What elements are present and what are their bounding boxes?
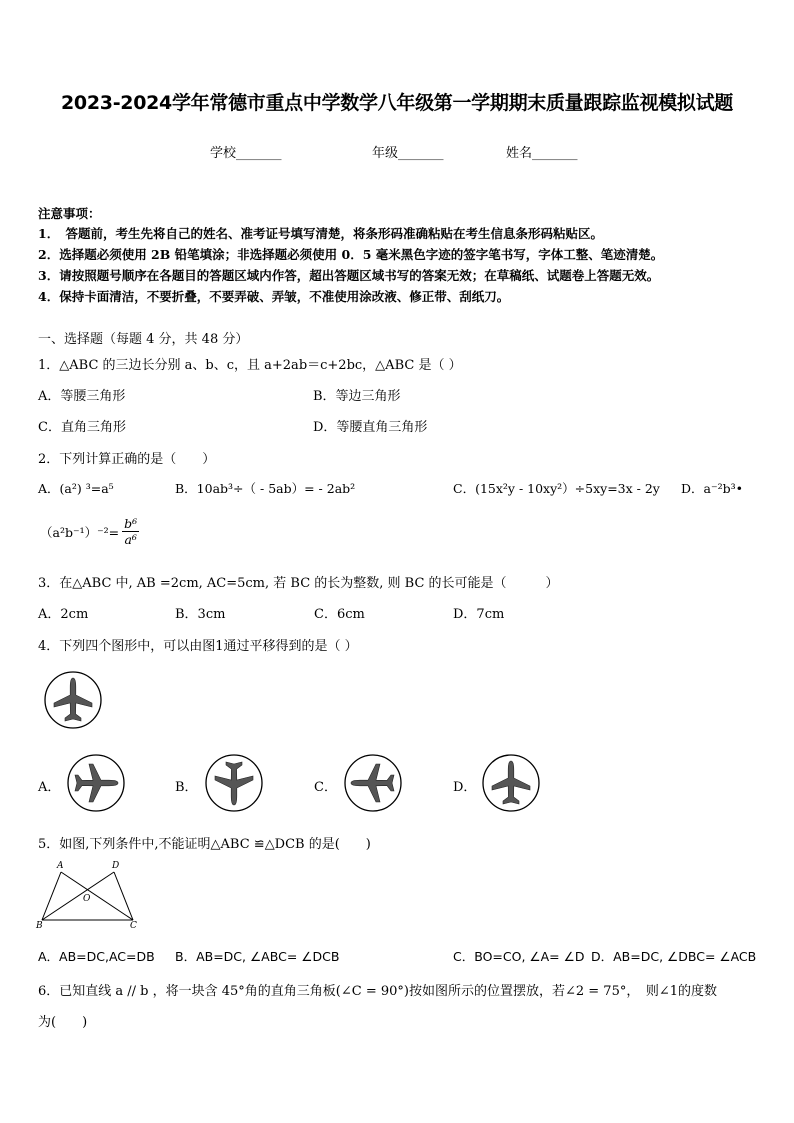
notice-item: 2．选择题必须使用 2B 铅笔填涂；非选择题必须使用 0．5 毫米黑色字迹的签字笔书写，字体工整、笔迹清楚。 [38, 247, 664, 262]
question-4-option-a[interactable]: A． [38, 780, 61, 795]
name-field: 姓名_______ [506, 146, 578, 161]
question-4-option-b[interactable]: B． [175, 780, 198, 795]
question-3-option-a: A．2cm [38, 607, 89, 622]
school-field: 学校_______ [210, 146, 282, 161]
question-5-option-d: D．AB=DC, ∠DBC= ∠ACB [591, 949, 757, 964]
question-1-stem: 1．△ABC 的三边长分别 a、b、c，且 a+2ab＝c+2bc，△ABC 是（ ） [38, 358, 462, 373]
question-5-option-c: C．BO=CO, ∠A= ∠D [453, 949, 585, 964]
option-c-plane-icon[interactable] [345, 755, 401, 811]
question-1-option-d: D．等腰直角三角形 [313, 420, 428, 435]
fraction-denominator: a⁶ [124, 532, 137, 547]
question-6-stem-cont: 为( ) [38, 1015, 88, 1030]
option-d-plane-icon[interactable] [483, 755, 539, 811]
grade-field: 年级_______ [372, 146, 444, 161]
section-heading: 一、选择题（每题 4 分，共 48 分） [38, 332, 249, 347]
question-1-option-a: A．等腰三角形 [38, 389, 126, 404]
question-1-option-b: B．等边三角形 [313, 389, 401, 404]
vertex-label-b: B [36, 921, 43, 931]
figure-1-plane-icon [45, 672, 101, 728]
question-2-option-c: C．(15x²y - 10xy²）÷5xy=3x - 2y [453, 481, 660, 496]
vertex-label-d: D [112, 861, 120, 871]
question-2-option-b: B．10ab³÷（ - 5ab）= - 2ab² [175, 481, 356, 496]
notice-heading: 注意事项： [38, 206, 101, 221]
option-a-plane-icon[interactable] [68, 755, 124, 811]
vertex-label-o: O [83, 894, 91, 904]
page-title: 2023-2024学年常德市重点中学数学八年级第一学期期末质量跟踪监视模拟试题 [61, 92, 733, 114]
question-2-option-d: D．a⁻²b³• [681, 481, 743, 496]
question-3-option-c: C．6cm [314, 607, 365, 622]
vertex-label-c: C [130, 921, 137, 931]
question-2-option-a: A．(a²) ³=a⁵ [38, 481, 114, 496]
notice-item: 4．保持卡面清洁，不要折叠，不要弄破、弄皱，不准使用涂改液、修正带、刮纸刀。 [38, 289, 510, 304]
question-3-option-d: D．7cm [453, 607, 505, 622]
notice-item: 3．请按照题号顺序在各题目的答题区域内作答，超出答题区域书写的答案无效；在草稿纸、试题卷上答题无效。 [38, 268, 660, 283]
notice-item: 1． 答题前，考生先将自己的姓名、准考证号填写清楚，将条形码准确粘贴在考生信息条形码粘贴区。 [38, 226, 603, 241]
question-1-option-c: C．直角三角形 [38, 420, 126, 435]
question-4-stem: 4．下列四个图形中，可以由图1通过平移得到的是（ ） [38, 639, 358, 654]
question-4-option-c[interactable]: C． [314, 780, 337, 795]
question-2-stem: 2．下列计算正确的是（ ） [38, 452, 216, 467]
question-4-option-d[interactable]: D． [453, 780, 477, 795]
question-5-stem: 5．如图,下列条件中,不能证明△ABC ≌△DCB 的是( ) [38, 837, 371, 852]
fraction-numerator: b⁶ [124, 516, 138, 531]
question-2-option-d-expr: （a²b⁻¹）⁻²= [40, 524, 120, 540]
option-b-plane-icon[interactable] [206, 755, 262, 811]
question-3-option-b: B．3cm [175, 607, 226, 622]
question-5-option-a: A．AB=DC,AC=DB [38, 949, 155, 964]
question-5-option-b: B．AB=DC, ∠ABC= ∠DCB [175, 949, 340, 964]
question-6-stem: 6．已知直线 a // b ，将一块含 45°角的直角三角板(∠C = 90°)按如图所示的位置摆放，若∠2 = 75°， 则∠1的度数 [38, 984, 718, 999]
vertex-label-a: A [57, 861, 64, 871]
question-3-stem: 3．在△ABC 中, AB =2cm, AC=5cm, 若 BC 的长为整数, 则 BC 的长可能是（ ） [38, 576, 559, 591]
